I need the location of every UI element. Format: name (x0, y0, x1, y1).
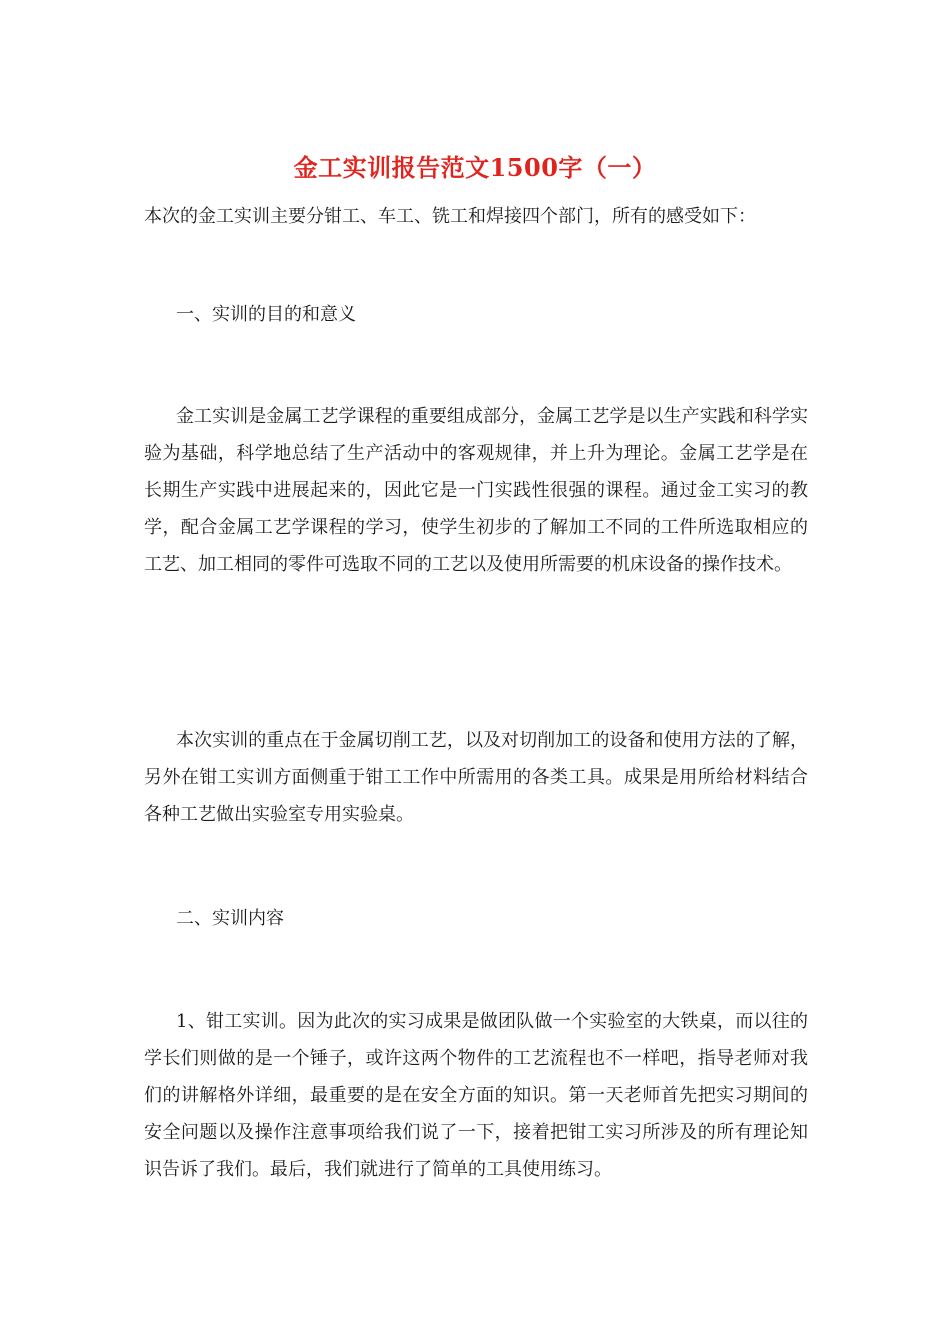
document-title: 金工实训报告范文1500字（一） (293, 153, 657, 182)
intro-paragraph: 本次的金工实训主要分钳工、车工、铣工和焊接四个部门，所有的感受如下： (144, 206, 756, 227)
section1-paragraph-2: 本次实训的重点在于金属切削工艺，以及对切削加工的设备和使用方法的了解，另外在钳工实训方面侧重于钳工工作中所需用的各类工具。成果是用所给材料结合各种工艺做出实验室专用实验桌。 (144, 730, 808, 825)
section2-heading: 二、实训内容 (176, 908, 284, 929)
section1-paragraph-1: 金工实训是金属工艺学课程的重要组成部分，金属工艺学是以生产实践和科学实验为基础，科学地总结了生产活动中的客观规律，并上升为理论。金属工艺学是在长期生产实践中进展起来的，因此它是一门实践性很强的课程。通过金工实习的教学，配合金属工艺学课程的学习，使学生初步的了解加工不同的工件所选取相应的工艺、加工相同的零件可选取不同的工艺以及使用所需要的机床设备的操作技术。 (144, 406, 808, 575)
section2-paragraph-1: 1、钳工实训。因为此次的实习成果是做团队做一个实验室的大铁桌，而以往的学长们则做的是一个锤子，或许这两个物件的工艺流程也不一样吧，指导老师对我们的讲解格外详细，最重要的是在安全方面的知识。第一天老师首先把实习期间的安全问题以及操作注意事项给我们说了一下，接着把钳工实习所涉及的所有理论知识告诉了我们。最后，我们就进行了简单的工具使用练习。 (144, 1011, 808, 1180)
section1-heading: 一、实训的目的和意义 (176, 304, 356, 325)
